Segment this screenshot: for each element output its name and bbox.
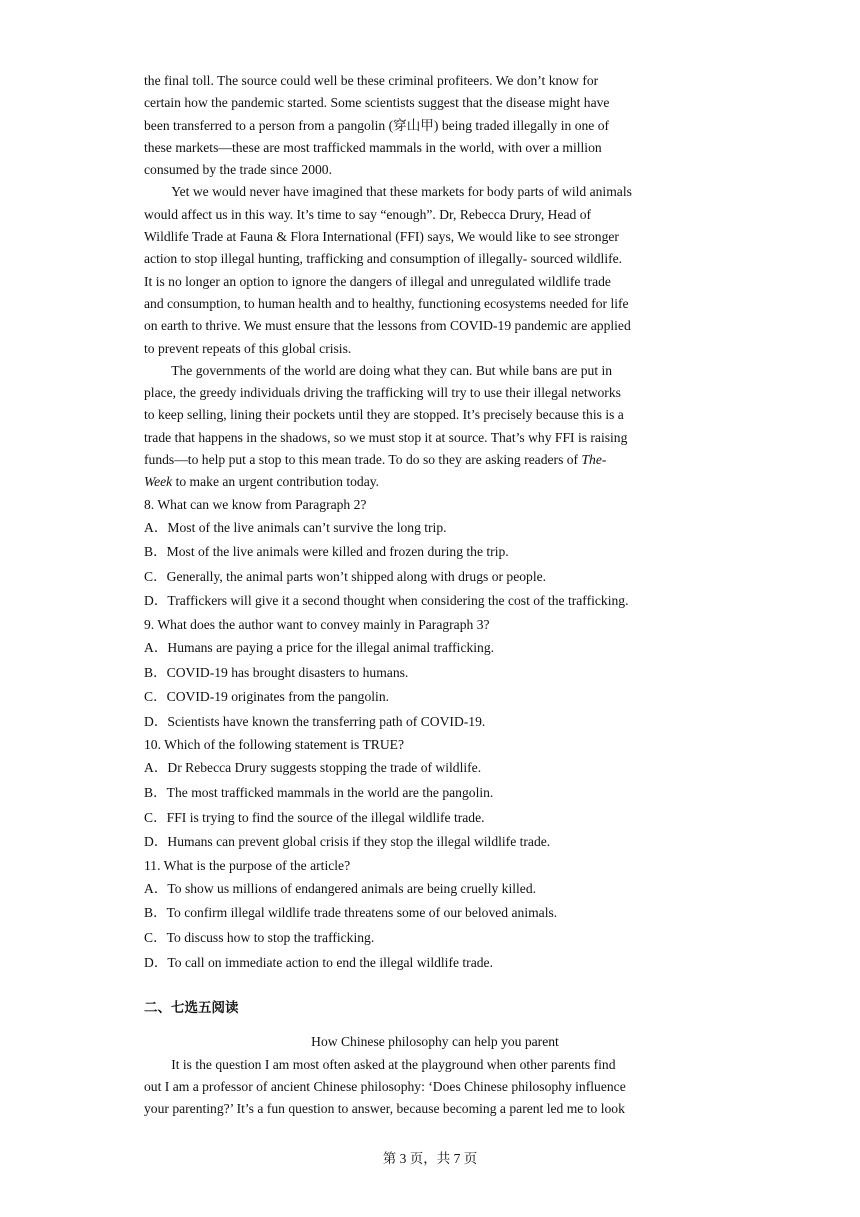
passage-paragraph (144, 1054, 726, 1121)
text-line: to keep selling, lining their pockets until they are stopped. It’s precisely because this is a (144, 407, 624, 423)
question-block (144, 614, 726, 734)
answer-option[interactable]: A．To show us millions of endangered animals are being cruelly killed. (144, 880, 537, 896)
answer-option[interactable]: B．The most trafficked mammals in the world are the pangolin. (144, 784, 494, 800)
text-line: on earth to thrive. We must ensure that the lessons from COVID-19 pandemic are applied (144, 318, 631, 334)
answer-option[interactable]: C．COVID-19 originates from the pangolin. (144, 689, 390, 705)
question-block (144, 855, 726, 975)
article-title: How Chinese philosophy can help you parent (311, 1034, 559, 1050)
text-line: out I am a professor of ancient Chinese philosophy: ‘Does Chinese philosophy influence (144, 1079, 626, 1095)
text-line: action to stop illegal hunting, trafficking and consumption of illegally- sourced wildlife. (144, 251, 623, 267)
passage-paragraph (144, 70, 726, 181)
text-line: would affect us in this way. It’s time to say “enough”. Dr, Rebecca Drury, Head of (144, 206, 592, 222)
question-stem: 11. What is the purpose of the article? (144, 857, 351, 873)
page-number-footer: 第 3 页，共 7 页 (382, 1151, 478, 1166)
text-line: certain how the pandemic started. Some scientists suggest that the disease might have (144, 95, 610, 111)
answer-option[interactable]: B．To confirm illegal wildlife trade threatens some of our beloved animals. (144, 905, 558, 921)
answer-option[interactable]: B．Most of the live animals were killed and frozen during the trip. (144, 544, 509, 560)
page-content (144, 70, 726, 1121)
text-line: and consumption, to human health and to healthy, functioning ecosystems needed for life (144, 295, 629, 311)
passage-paragraph (144, 181, 726, 359)
text-line: these markets—these are most trafficked mammals in the world, with over a million (144, 139, 602, 155)
question-block (144, 494, 726, 614)
section-heading: 二、七选五阅读 (144, 1000, 239, 1017)
passage-paragraph (144, 360, 726, 494)
text-line: Wildlife Trade at Fauna & Flora International (FFI) says, We would like to see stronger (144, 229, 619, 245)
answer-option[interactable]: A．Most of the live animals can’t survive the long trip. (144, 519, 447, 535)
answer-option[interactable]: C．FFI is trying to find the source of the illegal wildlife trade. (144, 809, 485, 825)
text-line: to make an urgent contribution today. (172, 474, 380, 490)
answer-option[interactable]: B．COVID-19 has brought disasters to humans. (144, 664, 409, 680)
answer-option[interactable]: C．To discuss how to stop the trafficking. (144, 929, 375, 945)
question-stem: 10. Which of the following statement is TRUE? (144, 737, 405, 753)
answer-option[interactable]: C．Generally, the animal parts won’t shipped along with drugs or people. (144, 568, 547, 584)
answer-option[interactable]: A．Humans are paying a price for the illegal animal trafficking. (144, 640, 495, 656)
answer-option[interactable]: D．Traffickers will give it a second thought when considering the cost of the trafficking. (144, 593, 629, 609)
text-line: to prevent repeats of this global crisis. (144, 340, 352, 356)
magazine-name-cont: Week (144, 474, 173, 490)
text-line: been transferred to a person from a pangolin (穿山甲) being traded illegally in one of (144, 117, 610, 133)
question-block (144, 734, 726, 854)
text-line: consumed by the trade since 2000. (144, 162, 332, 178)
text-line: place, the greedy individuals driving the trafficking will try to use their illegal networks (144, 385, 621, 401)
magazine-name: The- (581, 452, 607, 468)
text-line: funds—to help put a stop to this mean trade. To do so they are asking readers of (144, 452, 582, 468)
question-stem: 8. What can we know from Paragraph 2? (144, 496, 367, 512)
text-line: your parenting?’ It’s a fun question to answer, because becoming a parent led me to look (144, 1101, 625, 1117)
text-line: the final toll. The source could well be these criminal profiteers. We don’t know for (144, 73, 599, 88)
text-line: Yet we would never have imagined that these markets for body parts of wild animals (171, 184, 632, 200)
answer-option[interactable]: A．Dr Rebecca Drury suggests stopping the trade of wildlife. (144, 760, 482, 776)
text-line: trade that happens in the shadows, so we must stop it at source. That’s why FFI is raising (144, 429, 628, 445)
text-line: It is no longer an option to ignore the dangers of illegal and unregulated wildlife trade (144, 273, 611, 289)
text-line: The governments of the world are doing what they can. But while bans are put in (171, 362, 613, 378)
answer-option[interactable]: D．Scientists have known the transferring path of COVID-19. (144, 713, 486, 729)
text-line: It is the question I am most often asked at the playground when other parents find (171, 1056, 616, 1072)
question-stem: 9. What does the author want to convey mainly in Paragraph 3? (144, 617, 490, 633)
answer-option[interactable]: D．Humans can prevent global crisis if they stop the illegal wildlife trade. (144, 834, 551, 850)
answer-option[interactable]: D．To call on immediate action to end the illegal wildlife trade. (144, 954, 493, 970)
